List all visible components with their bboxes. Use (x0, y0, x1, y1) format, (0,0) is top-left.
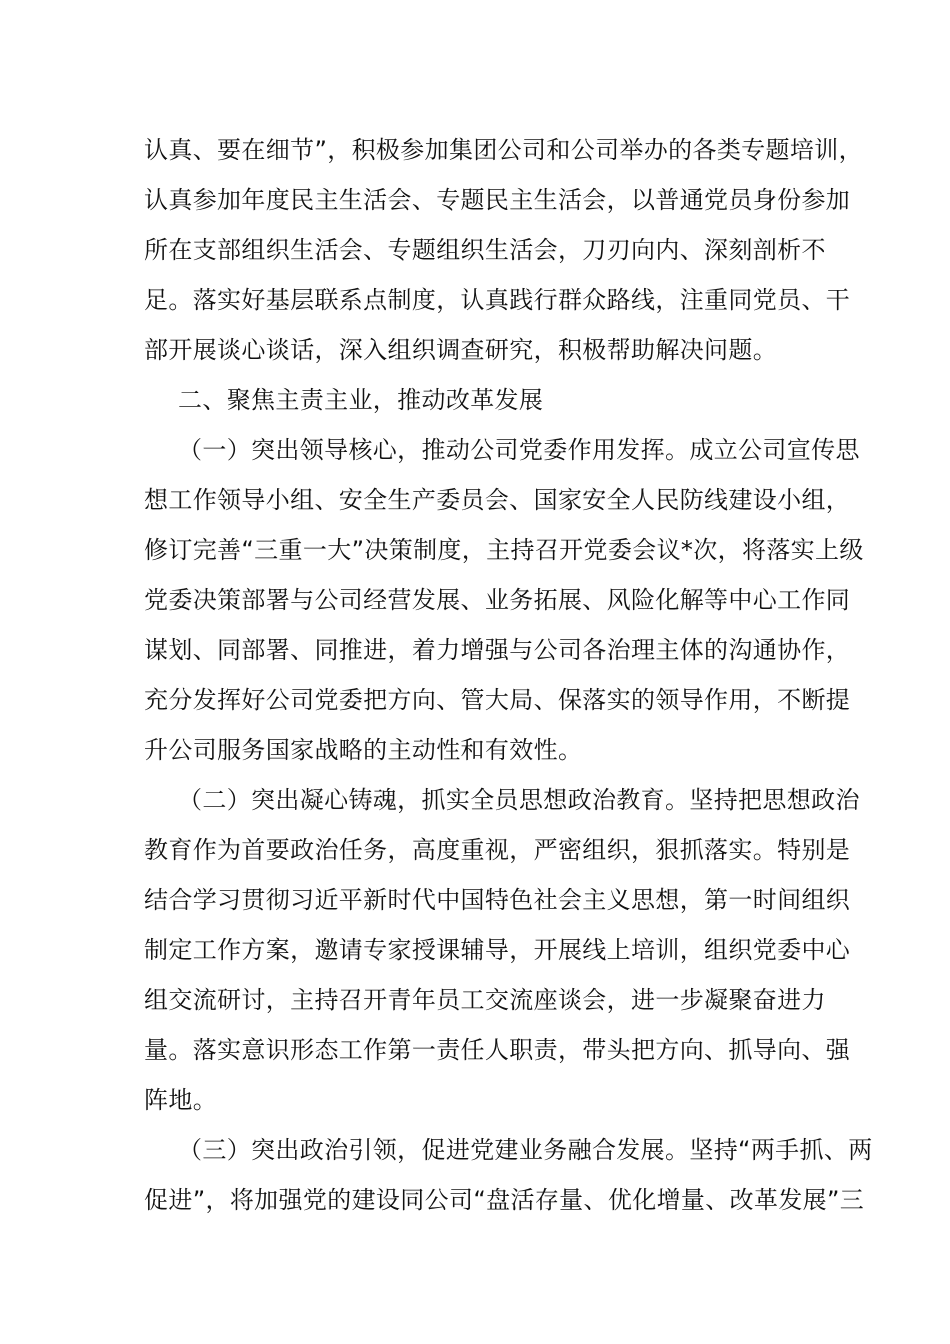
paragraph-line: 谋划、同部署、同推进，着力增强与公司各治理主体的沟通协作， (144, 636, 851, 664)
paragraph-line: 想工作领导小组、安全生产委员会、国家安全人民防线建设小组， (144, 486, 851, 514)
paragraph-line: 所在支部组织生活会、专题组织生活会，刀刃向内、深刻剖析不 (144, 236, 826, 264)
paragraph-line: 足。落实好基层联系点制度，认真践行群众路线，注重同党员、干 (144, 286, 851, 314)
paragraph-line: 教育作为首要政治任务，高度重视，严密组织，狠抓落实。特别是 (144, 836, 851, 864)
paragraph-line: 党委决策部署与公司经营发展、业务拓展、风险化解等中心工作同 (144, 586, 851, 614)
paragraph-line: 升公司服务国家战略的主动性和有效性。 (144, 736, 583, 764)
paragraph-line: 充分发挥好公司党委把方向、管大局、保落实的领导作用，不断提 (144, 686, 851, 714)
paragraph-line: 认真、要在细节”，积极参加集团公司和公司举办的各类专题培训， (144, 136, 863, 164)
paragraph-line: 阵地。 (144, 1086, 218, 1114)
paragraph-line: 组交流研讨，主持召开青年员工交流座谈会，进一步凝聚奋进力 (144, 986, 826, 1014)
paragraph-line: 部开展谈心谈话，深入组织调查研究，积极帮助解决问题。 (144, 336, 778, 364)
paragraph-line: （三）突出政治引领，促进党建业务融合发展。坚持“两手抓、两 (178, 1136, 873, 1164)
paragraph-line: （二）突出凝心铸魂，抓实全员思想政治教育。坚持把思想政治 (178, 786, 860, 814)
section-heading: 二、聚焦主责主业，推动改革发展 (178, 386, 544, 414)
paragraph-line: 修订完善“三重一大”决策制度，主持召开党委会议*次，将落实上级 (144, 536, 864, 564)
paragraph-line: 量。落实意识形态工作第一责任人职责，带头把方向、抓导向、强 (144, 1036, 851, 1064)
paragraph-line: （一）突出领导核心，推动公司党委作用发挥。成立公司宣传思 (178, 436, 860, 464)
paragraph-line: 结合学习贯彻习近平新时代中国特色社会主义思想，第一时间组织 (144, 886, 851, 914)
paragraph-line: 制定工作方案，邀请专家授课辅导，开展线上培训，组织党委中心 (144, 936, 851, 964)
paragraph-line: 认真参加年度民主生活会、专题民主生活会，以普通党员身份参加 (144, 186, 851, 214)
paragraph-line: 促进”，将加强党的建设同公司“盘活存量、优化增量、改革发展”三 (144, 1186, 865, 1214)
